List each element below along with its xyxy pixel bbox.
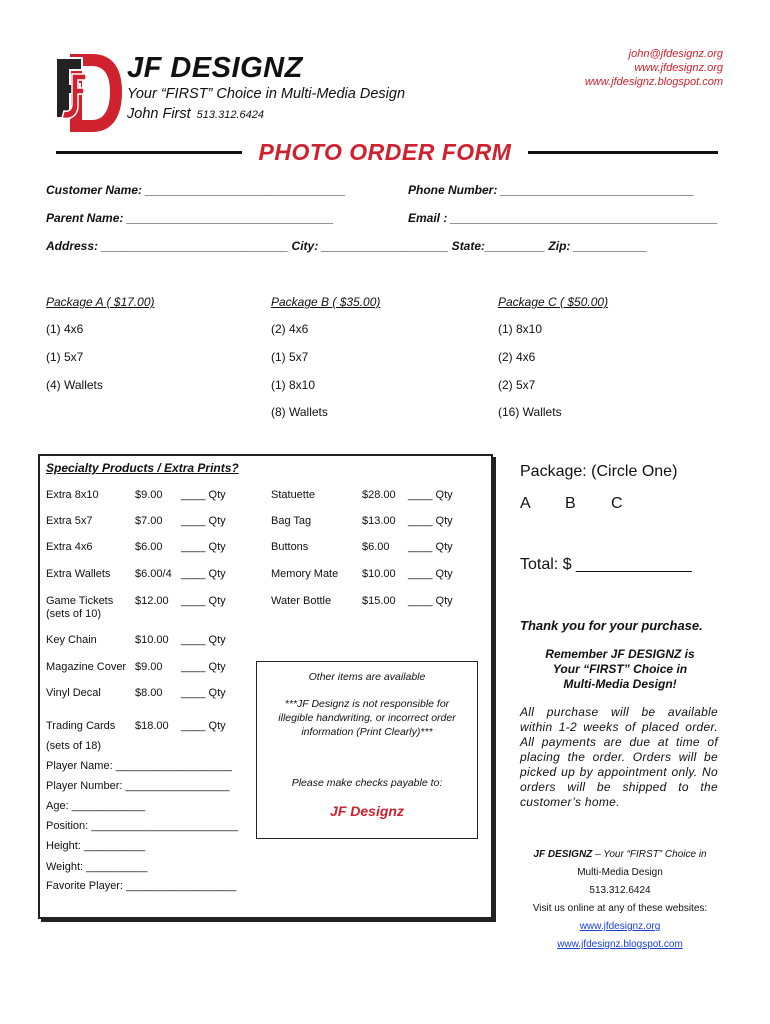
footer-visit: Visit us online at any of these websites:	[532, 903, 708, 914]
remember-line: Your “FIRST” Choice in	[552, 662, 688, 676]
checks-note: Please make checks payable to:	[291, 777, 443, 789]
height-field[interactable]: Height: __________	[46, 840, 146, 852]
package-option-c[interactable]: C	[611, 495, 623, 512]
package-option-a[interactable]: A	[520, 495, 531, 512]
package-option-b[interactable]: B	[565, 495, 576, 512]
product-subtext: (sets of 18)	[46, 740, 102, 752]
package-circle-label: Package: (Circle One)	[520, 463, 678, 480]
product-name: Extra Wallets	[46, 568, 111, 580]
specialty-title: Specialty Products / Extra Prints?	[46, 461, 239, 475]
payee-name: JF Designz	[330, 803, 404, 819]
product-name: Extra 8x10	[46, 489, 99, 501]
tagline: Your “FIRST” Choice in Multi-Media Design	[127, 86, 406, 102]
qty-field[interactable]: ____ Qty	[181, 720, 226, 732]
product-name: Magazine Cover	[46, 661, 127, 673]
product-price: $9.00	[135, 489, 163, 501]
footer-brand: JF DESIGNZ	[533, 849, 593, 860]
remember-line: Remember JF DESIGNZ is	[545, 647, 695, 661]
package-a-title: Package A ( $17.00)	[46, 295, 155, 309]
product-price: $13.00	[362, 515, 396, 527]
package-c-item: (2) 5x7	[498, 378, 536, 392]
package-a-item: (4) Wallets	[46, 378, 103, 392]
qty-field[interactable]: ____ Qty	[408, 541, 453, 553]
product-price: $8.00	[135, 687, 163, 699]
qty-field[interactable]: ____ Qty	[408, 595, 453, 607]
product-name: Game Tickets	[46, 595, 114, 607]
package-b-item: (8) Wallets	[271, 405, 328, 419]
weight-field[interactable]: Weight: __________	[46, 861, 148, 873]
package-b-item: (1) 5x7	[271, 350, 309, 364]
package-a-item: (1) 4x6	[46, 322, 84, 336]
product-price: $9.00	[135, 661, 163, 673]
position-field[interactable]: Position: ________________________	[46, 820, 239, 832]
product-price: $6.00/4	[135, 568, 172, 580]
package-b-item: (1) 8x10	[271, 378, 316, 392]
footer-link-blog[interactable]: www.jfdesignz.blogspot.com	[557, 939, 683, 950]
owner-line	[127, 106, 264, 122]
product-name: Bag Tag	[271, 515, 312, 527]
qty-field[interactable]: ____ Qty	[181, 541, 226, 553]
address-field[interactable]: Address: ____________________________ City: ___________________ State:_________ Zip: ___________	[46, 239, 648, 253]
availability-note: All purchase will be available within 1-2 weeks of placed order. All payments are due at time of placing the order. Orders will be picked up by appointment only. No orders will be shipped to the customer’s home.	[520, 705, 718, 809]
product-name: Vinyl Decal	[46, 687, 101, 699]
disclaimer-note: ***JF Designz is not responsible for illegible handwriting, or incorrect order information (Print Clearly)***	[278, 698, 456, 738]
brand-name: JF DESIGNZ	[127, 52, 303, 84]
total-field[interactable]: Total: $ _____________	[520, 556, 692, 573]
thank-you-text: Thank you for your purchase.	[520, 618, 703, 633]
contact-blog[interactable]: www.jfdesignz.blogspot.com	[584, 76, 723, 88]
product-name: Trading Cards	[46, 720, 116, 732]
package-c-item: (16) Wallets	[498, 405, 562, 419]
player-name-field[interactable]: Player Name: ___________________	[46, 760, 232, 772]
owner-phone: 513.312.6424	[196, 109, 264, 121]
favorite-player-field[interactable]: Favorite Player: __________________	[46, 880, 237, 892]
product-price: $28.00	[362, 489, 396, 501]
qty-field[interactable]: ____ Qty	[181, 595, 226, 607]
product-price: $10.00	[135, 634, 169, 646]
package-b-item: (2) 4x6	[271, 322, 309, 336]
qty-field[interactable]: ____ Qty	[408, 515, 453, 527]
footer-block	[500, 846, 740, 954]
product-name: Memory Mate	[271, 568, 339, 580]
qty-field[interactable]: ____ Qty	[181, 687, 226, 699]
qty-field[interactable]: ____ Qty	[408, 489, 453, 501]
product-price: $6.00	[362, 541, 390, 553]
footer-link-website[interactable]: www.jfdesignz.org	[579, 921, 661, 932]
qty-field[interactable]: ____ Qty	[181, 661, 226, 673]
player-number-field[interactable]: Player Number: _________________	[46, 780, 230, 792]
product-name: Buttons	[271, 541, 309, 553]
footer-phone: 513.312.6424	[589, 885, 651, 896]
phone-number-field[interactable]: Phone Number: _____________________________	[408, 183, 695, 197]
package-b-title: Package B ( $35.00)	[271, 295, 381, 309]
contact-block	[585, 47, 723, 89]
package-c-title: Package C ( $50.00)	[498, 295, 609, 309]
footer-line1: – Your “FIRST” Choice in	[592, 849, 707, 860]
jf-designz-logo	[52, 48, 124, 136]
package-a-item: (1) 5x7	[46, 350, 84, 364]
age-field[interactable]: Age: ____________	[46, 800, 146, 812]
footer-tagline	[500, 846, 740, 864]
product-subtext: (sets of 10)	[46, 608, 102, 620]
product-name: Key Chain	[46, 634, 97, 646]
qty-field[interactable]: ____ Qty	[181, 568, 226, 580]
qty-field[interactable]: ____ Qty	[181, 489, 226, 501]
qty-field[interactable]: ____ Qty	[181, 515, 226, 527]
product-name: Water Bottle	[271, 595, 332, 607]
parent-name-field[interactable]: Parent Name: _______________________________	[46, 211, 334, 225]
form-title: PHOTO ORDER FORM	[258, 139, 512, 165]
contact-website[interactable]: www.jfdesignz.org	[634, 62, 723, 74]
remember-block	[500, 647, 740, 692]
footer-line2: Multi-Media Design	[577, 867, 663, 878]
product-name: Extra 5x7	[46, 515, 93, 527]
product-price: $12.00	[135, 595, 169, 607]
product-name: Extra 4x6	[46, 541, 93, 553]
product-price: $7.00	[135, 515, 163, 527]
product-price: $15.00	[362, 595, 396, 607]
product-price: $10.00	[362, 568, 396, 580]
email-field[interactable]: Email : ________________________________________	[408, 211, 718, 225]
package-c-item: (1) 8x10	[498, 322, 543, 336]
product-price: $18.00	[135, 720, 169, 732]
customer-name-field[interactable]: Customer Name: ______________________________	[46, 183, 346, 197]
package-c-item: (2) 4x6	[498, 350, 536, 364]
remember-line: Multi-Media Design!	[563, 677, 677, 691]
qty-field[interactable]: ____ Qty	[181, 634, 226, 646]
owner-name: John First	[127, 106, 191, 122]
product-price: $6.00	[135, 541, 163, 553]
product-name: Statuette	[271, 489, 316, 501]
contact-email[interactable]: john@jfdesignz.org	[628, 48, 723, 60]
qty-field[interactable]: ____ Qty	[408, 568, 453, 580]
other-items-note: Other items are available	[308, 671, 426, 683]
